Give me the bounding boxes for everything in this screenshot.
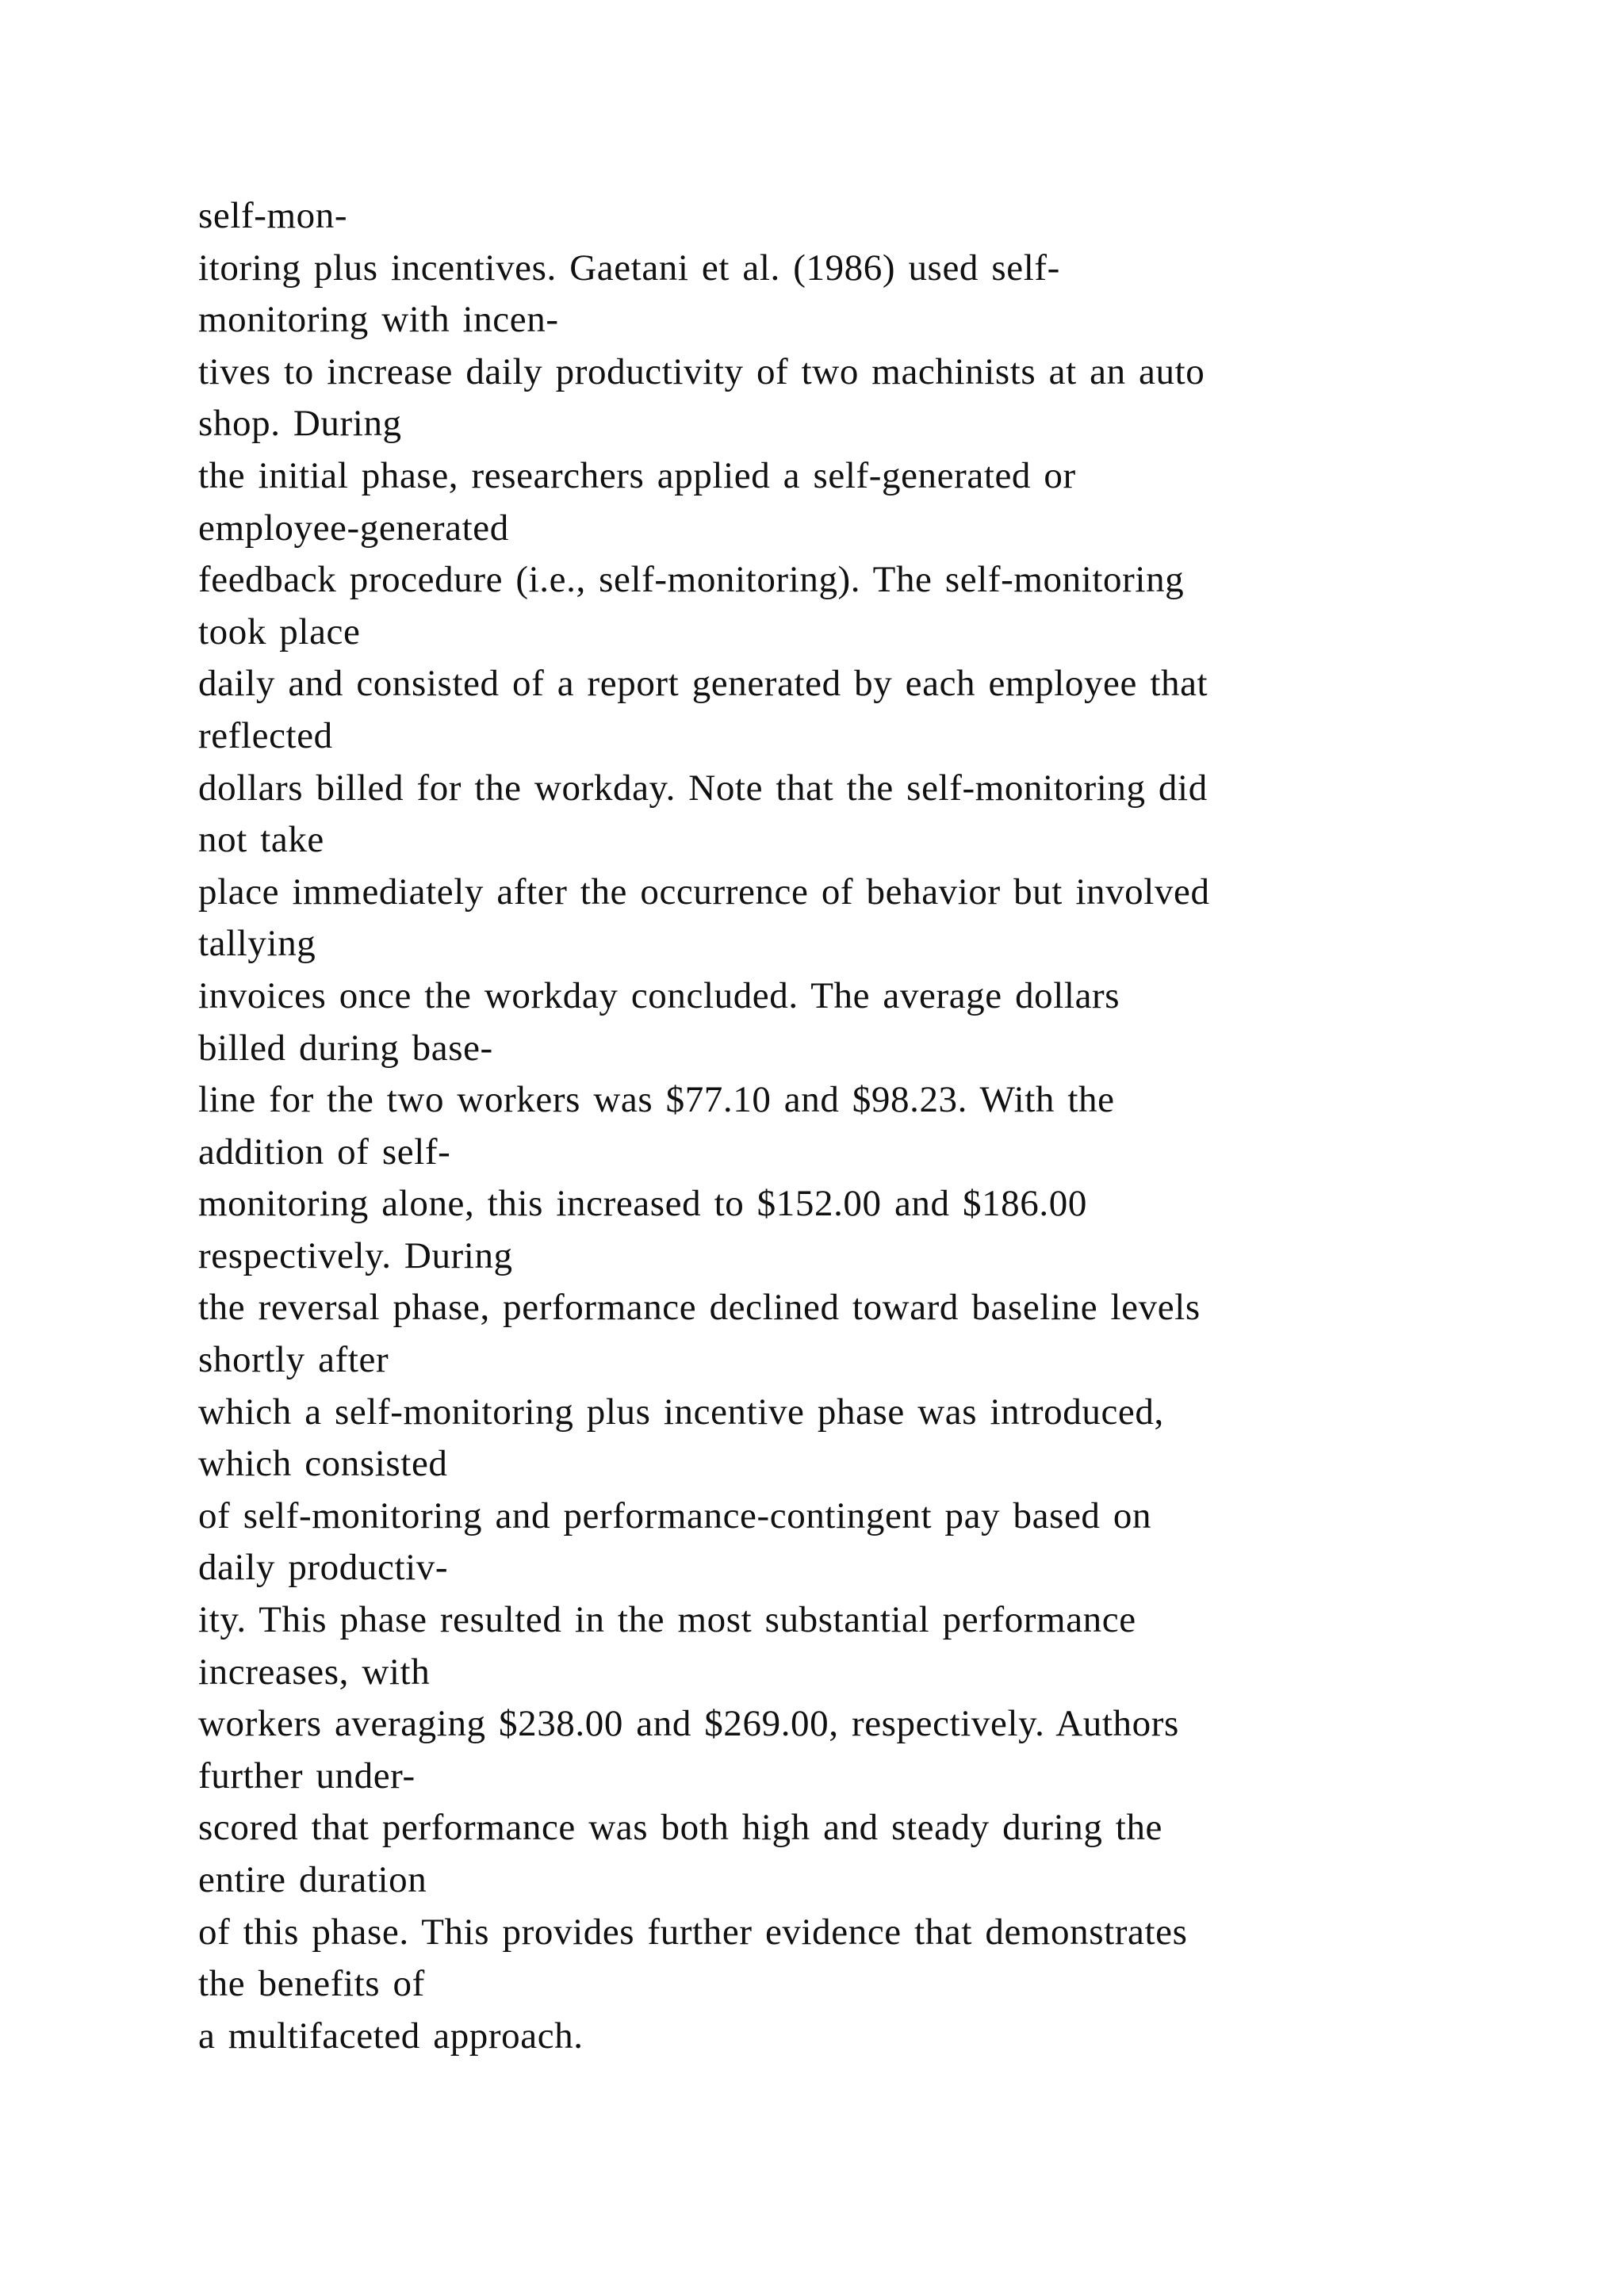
text-line: shortly after: [198, 1339, 389, 1381]
text-line: further under-: [198, 1755, 416, 1797]
text-line: ity. This phase resulted in the most substantial performance: [198, 1599, 1136, 1641]
text-line: monitoring with incen-: [198, 299, 559, 341]
text-line: not take: [198, 819, 324, 861]
text-line: billed during base-: [198, 1027, 493, 1069]
text-line: which consisted: [198, 1443, 448, 1485]
text-line: shop. During: [198, 403, 402, 445]
text-line: the benefits of: [198, 1963, 425, 2005]
text-line: the initial phase, researchers applied a self-generated or: [198, 454, 1076, 496]
text-line: took place: [198, 610, 361, 652]
text-line: feedback procedure (i.e., self-monitoring). The self-monitoring: [198, 559, 1185, 601]
text-line: workers averaging $238.00 and $269.00, respectively. Authors: [198, 1703, 1179, 1745]
text-line: dollars billed for the workday. Note that the self-monitoring did: [198, 767, 1208, 809]
text-line: daily productiv-: [198, 1547, 449, 1589]
text-line: tallying: [198, 923, 316, 965]
text-line: itoring plus incentives. Gaetani et al. (1986) used self-: [198, 247, 1060, 289]
text-line: monitoring alone, this increased to $152.00 and $186.00: [198, 1183, 1087, 1225]
text-line: self-mon-: [198, 195, 348, 236]
text-line: increases, with: [198, 1651, 431, 1693]
text-line: of self-monitoring and performance-contingent pay based on: [198, 1494, 1152, 1536]
text-line: of this phase. This provides further evidence that demonstrates: [198, 1911, 1188, 1953]
text-line: the reversal phase, performance declined toward baseline levels: [198, 1287, 1201, 1329]
text-line: scored that performance was both high and steady during the: [198, 1807, 1163, 1849]
text-line: entire duration: [198, 1859, 427, 1900]
text-line: daily and consisted of a report generated by each employee that: [198, 663, 1208, 705]
text-line: invoices once the workday concluded. The average dollars: [198, 974, 1120, 1016]
text-line: respectively. During: [198, 1234, 513, 1276]
text-line: which a self-monitoring plus incentive phase was introduced,: [198, 1391, 1164, 1433]
text-line: a multifaceted approach.: [198, 2015, 584, 2057]
text-line: employee-generated: [198, 507, 509, 549]
text-line: place immediately after the occurrence of behavior but involved: [198, 871, 1210, 913]
text-line: tives to increase daily productivity of two machinists at an auto: [198, 350, 1205, 392]
text-line: addition of self-: [198, 1131, 451, 1173]
body-text: [198, 190, 1467, 2062]
text-line: reflected: [198, 714, 333, 756]
text-line: line for the two workers was $77.10 and $98.23. With the: [198, 1079, 1115, 1121]
